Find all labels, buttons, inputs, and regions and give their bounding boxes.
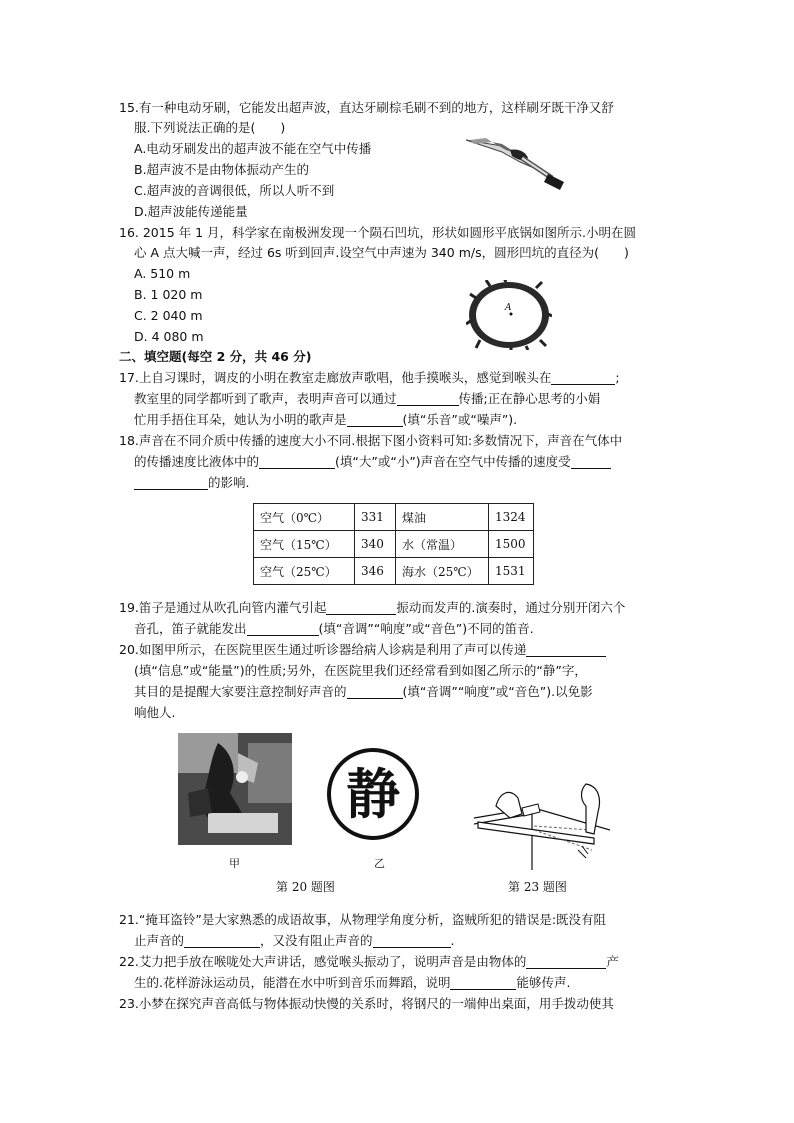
q22-line1: 22.艾力把手放在喉咙处大声讲话，感觉喉头振动了，说明声音是由物体的 产 — [119, 954, 619, 969]
quiet-sign — [326, 747, 420, 841]
q16-option-b: B. 1 020 m — [134, 287, 203, 302]
table-cell: 1531 — [489, 558, 534, 585]
q17-blank-1[interactable] — [551, 370, 615, 385]
table-cell: 煤油 — [396, 504, 489, 531]
q19-line1: 19.笛子是通过从吹孔向管内灌气引起 振动而发声的.演奏时，通过分别开闭六个 — [119, 600, 626, 615]
q16-option-d: D. 4 080 m — [134, 329, 204, 344]
q15-stem-line1: 15.有一种电动牙刷，它能发出超声波，直达牙刷棕毛刷不到的地方，这样刷牙既干净又舒 — [119, 100, 614, 115]
q17-line3: 忙用手捂住耳朵，她认为小明的歌声是 (填“乐音”或“噪声”). — [134, 412, 518, 427]
table-cell: 340 — [355, 531, 396, 558]
fig-label-jia: 甲 — [229, 857, 240, 870]
table-row — [254, 558, 534, 585]
q15-option-c: C.超声波的音调很低，所以人听不到 — [134, 183, 335, 198]
q22-blank-1[interactable] — [526, 954, 606, 969]
q16-stem-line1: 16. 2015 年 1 月，科学家在南极洲发现一个陨石凹坑，形状如圆形平底锅如图所示.小明在圆 — [119, 225, 637, 240]
quiet-sign-character: 静 — [346, 763, 400, 826]
caption-q23: 第 23 题图 — [508, 880, 567, 894]
q21-line1: 21.“掩耳盗铃”是大家熟悉的成语故事，从物理学角度分析，盗贼所犯的错误是:既没有阻 — [119, 912, 607, 927]
q16-option-a: A. 510 m — [134, 266, 191, 281]
q21-blank-1[interactable] — [184, 933, 260, 948]
caption-q20: 第 20 题图 — [276, 880, 335, 894]
q23-line1: 23.小梦在探究声音高低与物体振动快慢的关系时，将钢尺的一端伸出桌面，用手拨动使其 — [119, 996, 614, 1011]
table-row — [254, 531, 534, 558]
table-cell: 空气（0℃） — [254, 504, 355, 531]
section-heading: 二、填空题(每空 2 分，共 46 分) — [119, 349, 312, 364]
q19-line2: 音孔，笛子就能发出 (填“音调”“响度”或“音色”)不同的笛音. — [134, 621, 534, 636]
q21-blank-2[interactable] — [373, 933, 451, 948]
table-cell: 1500 — [489, 531, 534, 558]
q15-option-a: A.电动牙刷发出的超声波不能在空气中传播 — [134, 141, 372, 156]
q18-line1: 18.声音在不同介质中传播的速度大小不同.根据下图小资料可知:多数情况下，声音在气体中 — [119, 433, 623, 448]
q17-blank-3[interactable] — [347, 412, 403, 427]
table-cell: 水（常温） — [396, 531, 489, 558]
q18-line3: 的影响. — [134, 473, 249, 493]
table-cell: 海水（25℃） — [396, 558, 489, 585]
q20-blank-2[interactable] — [347, 684, 403, 699]
q17-blank-2[interactable] — [397, 391, 459, 406]
q20-line1: 20.如图甲所示，在医院里医生通过听诊器给病人诊病是利用了声可以传递 — [119, 640, 606, 660]
q20-line3: 其目的是提醒大家要注意控制好声音的 (填“音调”“响度”或“音色”).以免影 — [134, 684, 593, 699]
q18-line2: 的传播速度比液体中的 (填“大”或“小”)声音在空气中传播的速度受 — [134, 452, 611, 472]
crater-center-label: A — [505, 303, 512, 313]
stethoscope-photo — [178, 733, 292, 845]
q15-option-b: B.超声波不是由物体振动产生的 — [134, 162, 310, 177]
crater-figure — [466, 280, 552, 350]
q20-line2: (填“信息”或“能量”)的性质;另外，在医院里我们还经常看到如图乙所示的“静”字， — [134, 663, 587, 678]
q21-line2: 止声音的 ，又没有阻止声音的 . — [134, 933, 455, 948]
q22-line2: 生的.花样游泳运动员，能潜在水中听到音乐而舞蹈，说明 能够传声. — [134, 975, 571, 990]
table-row — [254, 504, 534, 531]
q17-line1: 17.上自习课时，调皮的小明在教室走廊放声歌唱，他手摸喉头，感觉到喉头在 ; — [119, 370, 620, 385]
q20-blank-1[interactable] — [526, 642, 606, 657]
q19-blank-1[interactable] — [326, 600, 396, 615]
table-cell: 346 — [355, 558, 396, 585]
table-cell: 1324 — [489, 504, 534, 531]
q22-blank-2[interactable] — [450, 975, 516, 990]
q16-stem-line2: 心 A 点大喊一声，经过 6s 听到回声.设空气中声速为 340 m/s，圆形凹坑的直径为( ) — [134, 245, 629, 260]
q19-blank-2[interactable] — [247, 621, 319, 636]
table-cell: 空气（25℃） — [254, 558, 355, 585]
fig-label-yi: 乙 — [374, 857, 385, 870]
q16-option-c: C. 2 040 m — [134, 308, 203, 323]
ruler-experiment-figure — [474, 778, 610, 870]
q15-option-d: D.超声波能传递能量 — [134, 204, 248, 219]
sound-speed-table — [253, 503, 534, 585]
q18-blank-2a[interactable] — [571, 454, 611, 469]
q20-line4: 响他人. — [134, 705, 176, 720]
table-cell: 331 — [355, 504, 396, 531]
toothbrush-image — [462, 128, 572, 196]
q18-blank-1[interactable] — [259, 454, 335, 469]
q15-stem-line2: 服.下列说法正确的是( ) — [134, 120, 286, 135]
q17-line2: 教室里的同学都听到了歌声，表明声音可以通过 传播;正在静心思考的小娟 — [134, 391, 601, 406]
table-cell: 空气（15℃） — [254, 531, 355, 558]
q18-blank-2b[interactable] — [134, 475, 208, 490]
